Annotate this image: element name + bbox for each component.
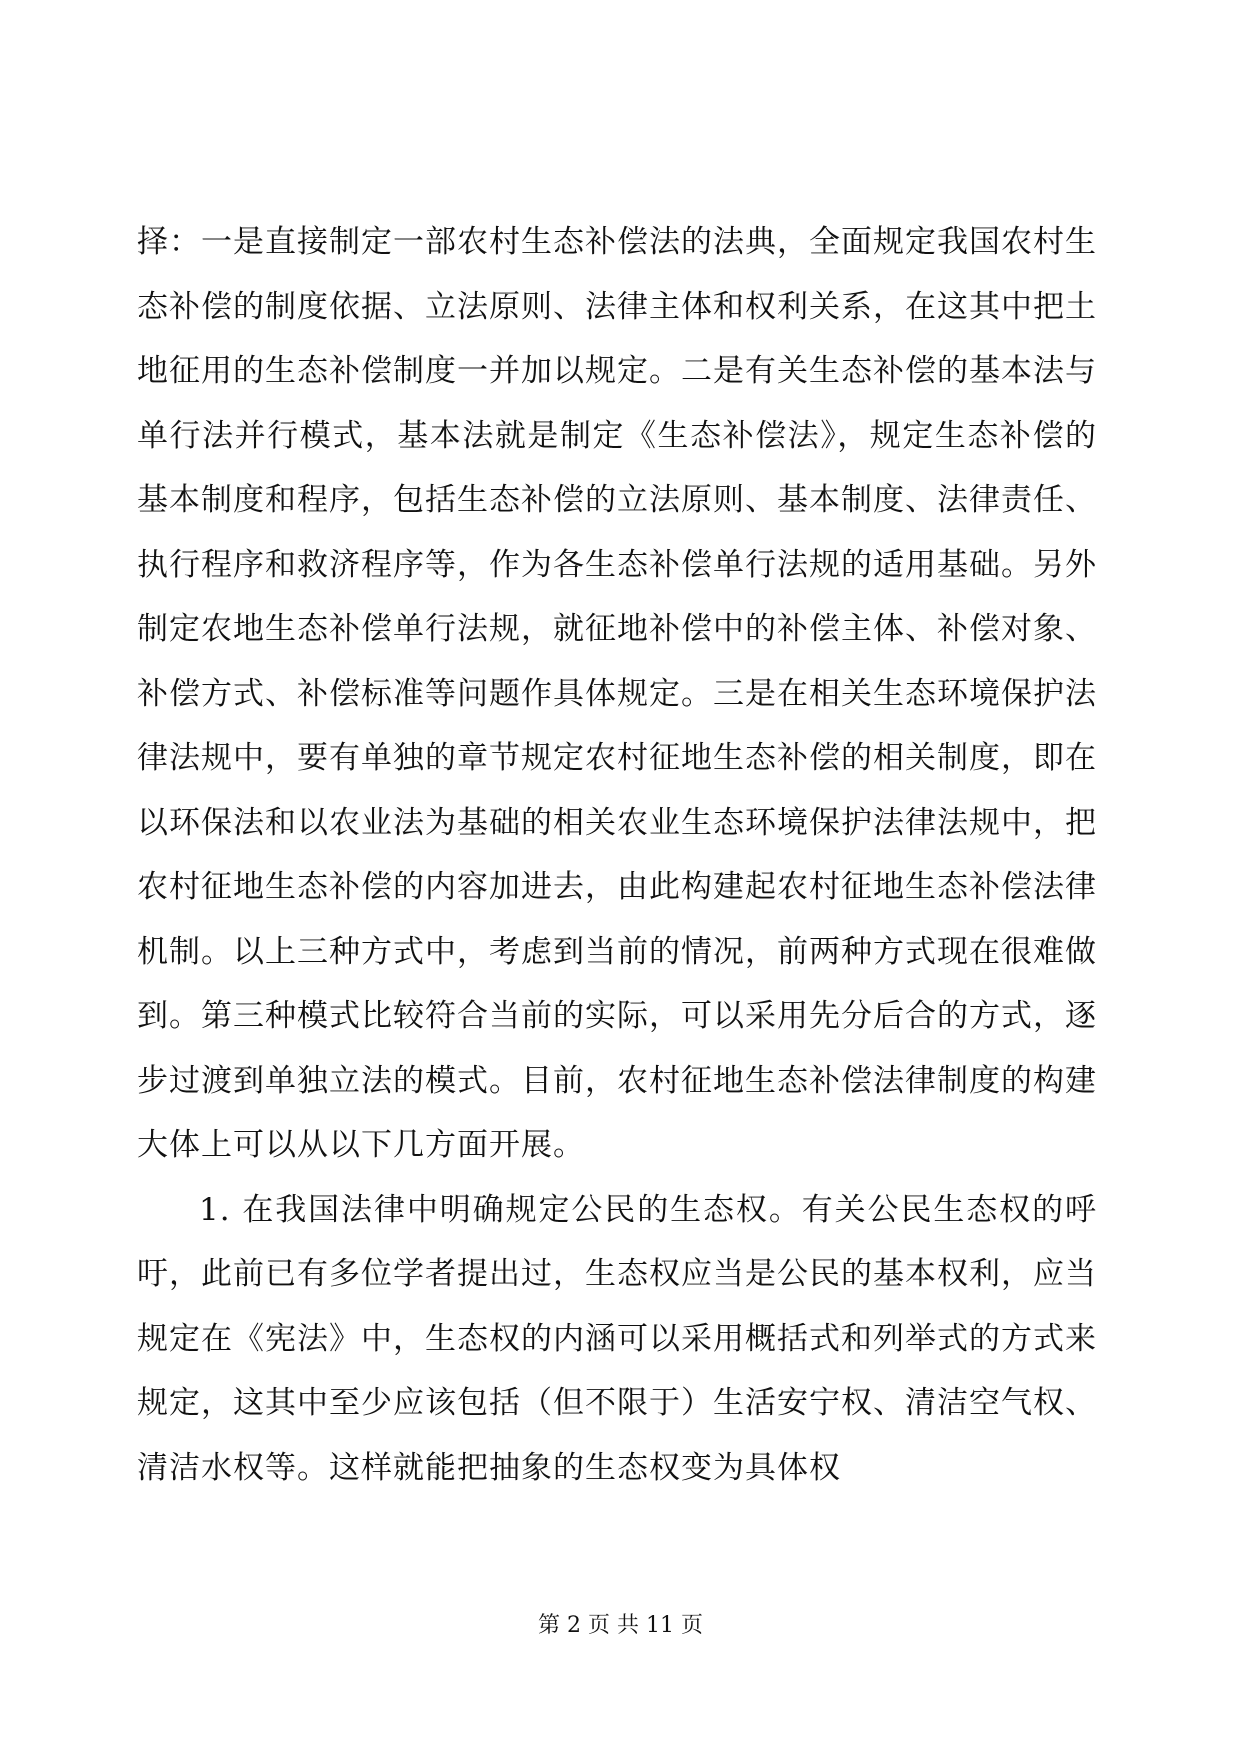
body-text — [137, 210, 1097, 1500]
paragraph-continuation: 择：一是直接制定一部农村生态补偿法的法典，全面规定我国农村生态补偿的制度依据、立法原则、法律主体和权利关系，在这其中把土地征用的生态补偿制度一并加以规定。二是有关生态补偿的基本法与单行法并行模式，基本法就是制定《生态补偿法》，规定生态补偿的基本制度和程序，包括生态补偿的立法原则、基本制度、法律责任、执行程序和救济程序等，作为各生态补偿单行法规的适用基础。另外制定农地生态补偿单行法规，就征地补偿中的补偿主体、补偿对象、补偿方式、补偿标准等问题作具体规定。三是在相关生态环境保护法律法规中，要有单独的章节规定农村征地生态补偿的相关制度，即在以环保法和以农业法为基础的相关农业生态环境保护法律法规中，把农村征地生态补偿的内容加进去，由此构建起农村征地生态补偿法律机制。以上三种方式中，考虑到当前的情况，前两种方式现在很难做到。第三种模式比较符合当前的实际，可以采用先分后合的方式，逐步过渡到单独立法的模式。目前，农村征地生态补偿法律制度的构建大体上可以从以下几方面开展。 — [137, 224, 1097, 1163]
paragraph-item-1: 1. 在我国法律中明确规定公民的生态权。有关公民生态权的呼吁，此前已有多位学者提出过，生态权应当是公民的基本权利，应当规定在《宪法》中，生态权的内涵可以采用概括式和列举式的方式来规定，这其中至少应该包括（但不限于）生活安宁权、清洁空气权、清洁水权等。这样就能把抽象的生态权变为具体权 — [137, 1191, 1097, 1486]
page-footer: 第 2 页 共 11 页 — [538, 1613, 703, 1638]
